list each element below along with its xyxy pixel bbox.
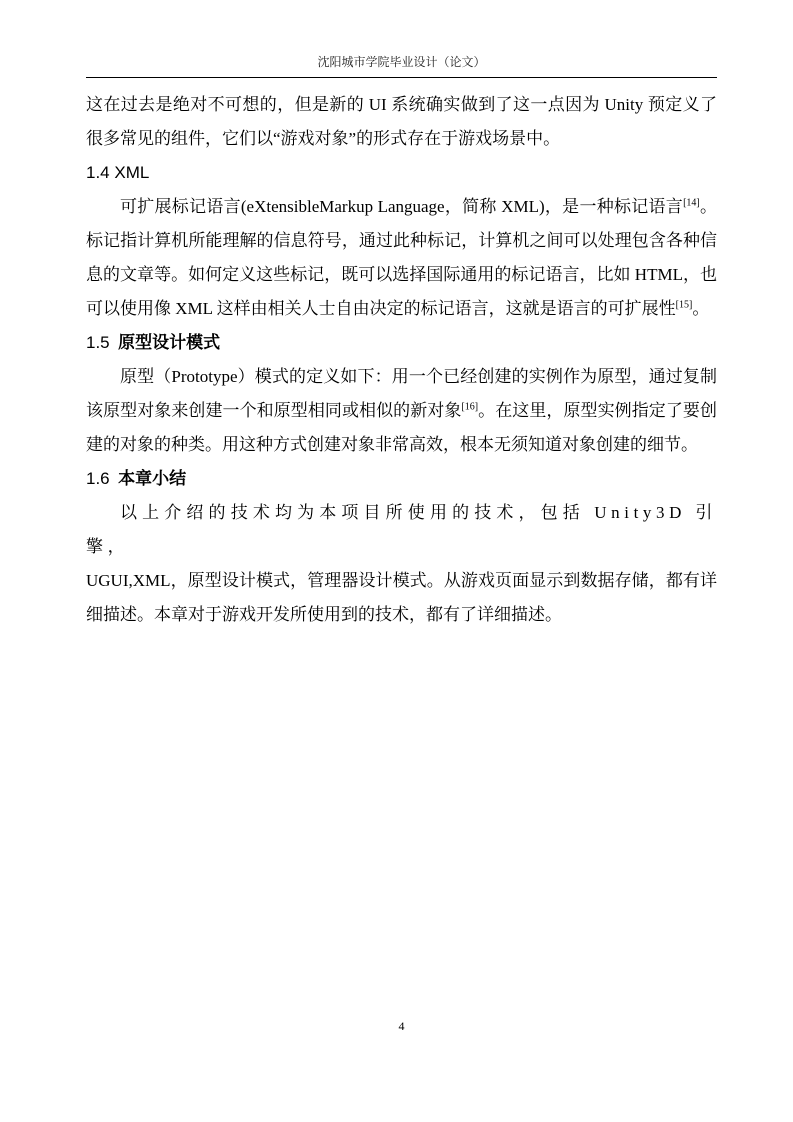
citation-14: [14] bbox=[683, 197, 700, 209]
section-number-1-5: 1.5 bbox=[86, 333, 110, 352]
header-rule bbox=[86, 77, 717, 78]
section-heading-1-6 bbox=[86, 462, 717, 496]
section-heading-1-4: 1.4 XML bbox=[86, 163, 150, 182]
section-title-1-5: 原型设计模式 bbox=[118, 333, 221, 353]
xml-paragraph bbox=[86, 190, 717, 326]
page-number: 4 bbox=[398, 1019, 405, 1033]
section-number-1-6: 1.6 bbox=[86, 469, 110, 488]
page-body bbox=[86, 88, 717, 632]
citation-16: [16] bbox=[461, 401, 479, 413]
section-heading-1-5 bbox=[86, 326, 717, 360]
prototype-paragraph-part-1: 原型（Prototype）模式的定义如下：用一个已经创建的实例作为原型，通过复制该原型对象来创建一个和原型相同或相似的新对象 bbox=[86, 367, 717, 420]
summary-paragraph bbox=[86, 496, 717, 632]
xml-paragraph-part-1: 可扩展标记语言(eXtensibleMarkup Language，简称 XML)，是一种标记语言 bbox=[120, 197, 684, 216]
prototype-paragraph bbox=[86, 360, 717, 462]
xml-paragraph-part-3: 。 bbox=[692, 299, 710, 318]
summary-paragraph-rest: UGUI,XML，原型设计模式，管理器设计模式。从游戏页面显示到数据存储，都有详细描述。本章对于游戏开发所使用到的技术，都有了详细描述。 bbox=[86, 571, 717, 624]
running-header: 沈阳城市学院毕业设计（论文） bbox=[317, 55, 486, 69]
prototype-paragraph-part-2: 。在这里，原型实例指定了要创建的对象的种类。用这种方式创建对象非常高效，根本无须知道对象创建的细节。 bbox=[86, 401, 717, 454]
citation-15: [15] bbox=[675, 299, 693, 311]
intro-paragraph: 这在过去是绝对不可想的，但是新的 UI 系统确实做到了这一点因为 Unity 预定义了很多常见的组件，它们以“游戏对象”的形式存在于游戏场景中。 bbox=[86, 95, 717, 148]
summary-paragraph-line-1: 以上介绍的技术均为本项目所使用的技术，包括 Unity3D 引擎， bbox=[86, 503, 717, 556]
xml-paragraph-part-2: 。标记指计算机所能理解的信息符号，通过此种标记，计算机之间可以处理包含各种信息的文章等。如何定义这些标记，既可以选择国际通用的标记语言，比如 HTML，也可以使用像 XML 这样由相关人士自由决定的标记语言，这就是语言的可扩展性 bbox=[86, 197, 718, 318]
section-title-1-6: 本章小结 bbox=[118, 469, 187, 489]
